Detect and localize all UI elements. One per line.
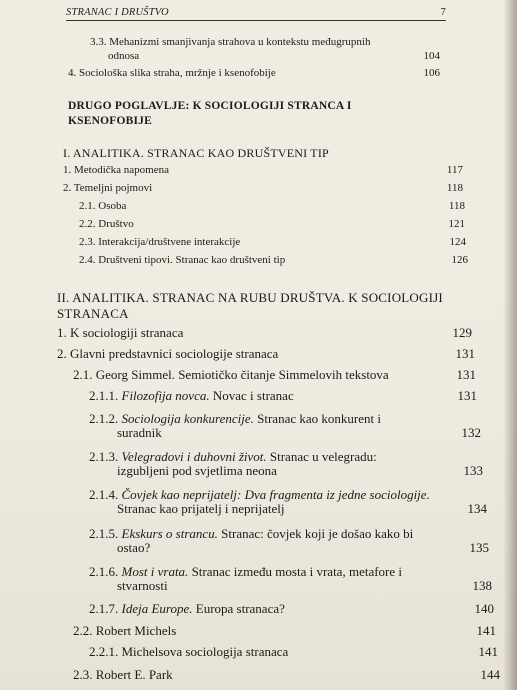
toc-entry-text: 4. Sociološka slika straha, mržnje i ksenofobije bbox=[68, 67, 276, 79]
toc-page-number: 134 bbox=[467, 501, 487, 516]
toc-entry-text: Glavni predstavnici sociologije stranaca bbox=[70, 346, 279, 361]
toc-entry bbox=[89, 389, 477, 405]
chapter-heading bbox=[68, 99, 352, 129]
toc-page-number: 106 bbox=[423, 67, 440, 79]
toc-entry-number: 2.1.4. bbox=[89, 487, 119, 502]
toc-entry-text: 2.3. Interakcija/društvene interakcije bbox=[79, 236, 241, 248]
toc-entry-number: 2.1.7. bbox=[89, 601, 119, 616]
toc-entry-text: Europa stranaca? bbox=[192, 601, 285, 616]
toc-entry-title-italic: Ideja Europe. bbox=[121, 601, 193, 616]
header-page-number: 7 bbox=[440, 7, 446, 18]
toc-entry-text-cont: stvarnosti bbox=[117, 578, 168, 593]
toc-entry-title-italic: Filozofija novca. bbox=[121, 388, 210, 403]
toc-entry-number: 2.3. bbox=[73, 667, 93, 682]
toc-entry-number: 2. bbox=[57, 346, 67, 361]
toc-entry-text-cont: Stranac kao prijatelj i neprijatelj bbox=[117, 501, 285, 516]
toc-page-number: 131 bbox=[457, 388, 477, 403]
toc-page-number: 117 bbox=[446, 164, 463, 176]
toc-page-number: 118 bbox=[446, 182, 463, 194]
section-heading: I. ANALITIKA. STRANAC KAO DRUŠTVENI TIP bbox=[63, 146, 329, 160]
toc-page-number: 118 bbox=[448, 200, 465, 212]
running-header bbox=[66, 6, 446, 21]
toc-page-number: 141 bbox=[476, 623, 496, 638]
section-heading bbox=[57, 290, 443, 322]
toc-page-number: 126 bbox=[451, 254, 468, 266]
toc-entry-text: Michelsova sociologija stranaca bbox=[121, 644, 289, 659]
toc-entry bbox=[79, 253, 468, 267]
chapter-heading-line: DRUGO POGLAVLJE: K SOCIOLOGIJI STRANCA I bbox=[68, 100, 352, 112]
toc-entry bbox=[79, 199, 465, 213]
toc-entry-number: 2.1.1. bbox=[89, 388, 119, 403]
toc-entry-text: 1. Metodička napomena bbox=[63, 164, 169, 176]
toc-page-number: 133 bbox=[463, 463, 483, 478]
toc-entry bbox=[63, 163, 463, 177]
toc-entry-title-italic: Sociologija konkurencije. bbox=[121, 411, 254, 426]
toc-page-number: 141 bbox=[478, 644, 498, 659]
toc-entry bbox=[63, 181, 463, 195]
section-heading-line: STRANACA bbox=[57, 306, 129, 321]
toc-entry-text: Stranac kao konkurent i bbox=[253, 411, 381, 426]
toc-entry-number: 2.1.5. bbox=[89, 526, 119, 541]
toc-entry-text: Stranac u velegradu: bbox=[266, 449, 377, 464]
toc-page-number: 124 bbox=[449, 236, 466, 248]
toc-page-number: 140 bbox=[474, 601, 494, 616]
toc-page-number: 131 bbox=[455, 346, 475, 361]
section-heading-line: II. ANALITIKA. STRANAC NA RUBU DRUŠTVA. K SOCIOLOGIJI bbox=[57, 290, 443, 305]
toc-entry-text: K sociologiji stranaca bbox=[70, 325, 184, 340]
toc-entry-title-italic: Čovjek kao neprijatelj: Dva fragmenta iz jedne sociologije. bbox=[121, 487, 430, 502]
toc-entry-text: 2. Temeljni pojmovi bbox=[63, 182, 153, 194]
toc-entry-text: 2.4. Društveni tipovi. Stranac kao društveni tip bbox=[79, 254, 286, 266]
toc-entry-text: Stranac između mosta i vrata, metafore i bbox=[188, 564, 403, 579]
toc-entry bbox=[79, 217, 465, 231]
toc-entry bbox=[73, 368, 476, 384]
toc-page-number: 121 bbox=[448, 218, 465, 230]
toc-entry-title-italic: Velegradovi i duhovni život. bbox=[121, 449, 267, 464]
toc-entry bbox=[73, 624, 496, 640]
toc-page-number: 138 bbox=[472, 578, 492, 593]
toc-entry-title-italic: Ekskurs o strancu. bbox=[121, 526, 218, 541]
toc-entry bbox=[57, 347, 475, 363]
toc-entry-number: 2.1. bbox=[73, 367, 93, 382]
toc-page-number: 135 bbox=[469, 540, 489, 555]
toc-entry-text: Georg Simmel. Semiotičko čitanje Simmelovih tekstova bbox=[95, 367, 389, 382]
header-title: STRANAC I DRUŠTVO bbox=[66, 7, 169, 18]
toc-entry-text-cont: suradnik bbox=[117, 425, 162, 440]
toc-page-number: 131 bbox=[456, 367, 476, 382]
toc-entry bbox=[89, 412, 481, 442]
toc-entry bbox=[89, 565, 492, 595]
toc-entry bbox=[89, 488, 487, 518]
toc-entry-text: Stranac: čovjek koji je došao kako bi bbox=[217, 526, 414, 541]
toc-entry-number: 2.1.3. bbox=[89, 449, 119, 464]
toc-entry-title-italic: Most i vrata. bbox=[121, 564, 189, 579]
toc-page-number: 144 bbox=[480, 667, 500, 682]
toc-page-number: 104 bbox=[423, 50, 440, 62]
toc-entry-text: 3.3. Mehanizmi smanjivanja strahova u kontekstu međugrupnih bbox=[90, 36, 371, 48]
toc-entry bbox=[89, 450, 483, 480]
toc-entry-text: Robert Michels bbox=[95, 623, 177, 638]
toc-entry-number: 2.2.1. bbox=[89, 644, 119, 659]
toc-entry bbox=[89, 602, 494, 618]
toc-entry-text: Robert E. Park bbox=[95, 667, 173, 682]
chapter-heading-line: KSENOFOBIJE bbox=[68, 115, 152, 127]
toc-entry-4 bbox=[68, 66, 440, 80]
toc-entry bbox=[89, 527, 489, 557]
toc-entry-number: 2.1.6. bbox=[89, 564, 119, 579]
toc-entry-number: 1. bbox=[57, 325, 67, 340]
toc-entry-text: Novac i stranac bbox=[209, 388, 294, 403]
toc-page-number: 129 bbox=[452, 325, 472, 340]
toc-entry bbox=[57, 326, 472, 342]
toc-entry bbox=[89, 645, 498, 661]
toc-entry-text-cont: ostao? bbox=[117, 540, 151, 555]
toc-entry-number: 2.2. bbox=[73, 623, 93, 638]
toc-entry-text: 2.1. Osoba bbox=[79, 200, 127, 212]
toc-entry-3-3 bbox=[90, 35, 440, 63]
toc-entry bbox=[73, 668, 500, 684]
toc-entry-text: 2.2. Društvo bbox=[79, 218, 134, 230]
toc-page-number: 132 bbox=[461, 425, 481, 440]
toc-entry-number: 2.1.2. bbox=[89, 411, 119, 426]
toc-entry-text-cont: odnosa bbox=[108, 50, 140, 62]
toc-entry bbox=[79, 235, 466, 249]
toc-entry-text-cont: izgubljeni pod svjetlima neona bbox=[117, 463, 277, 478]
